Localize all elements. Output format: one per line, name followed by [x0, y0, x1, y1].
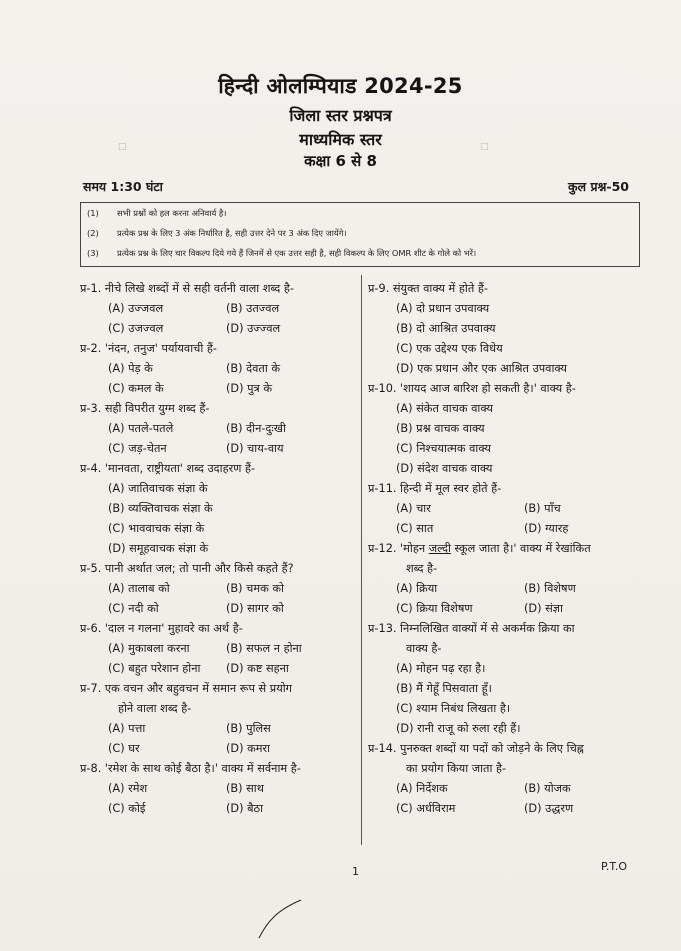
answer-option: (D) ग्यारह [524, 522, 569, 535]
question-block [80, 619, 358, 679]
answer-option: (D) सागर को [226, 602, 284, 615]
question-block [80, 559, 358, 619]
answer-option: (A) मोहन पढ़ रहा है। [396, 662, 486, 675]
answer-option: (D) कमरा [226, 742, 271, 755]
answer-option: (D) बैठा [226, 802, 264, 815]
answer-option: (D) संज्ञा [524, 602, 563, 615]
question-text: प्र-11. हिन्दी में मूल स्वर होते हैं- [368, 482, 502, 495]
answer-option: (C) बहुत परेशान होना [108, 662, 201, 675]
question-text: प्र-5. पानी अर्थात जल; तो पानी और किसे कहते हैं? [80, 562, 294, 575]
options-group [368, 779, 653, 819]
options-group [80, 779, 358, 819]
answer-option: (A) पतले-पतले [108, 422, 174, 435]
answer-option: (D) संदेश वाचक वाक्य [396, 462, 493, 475]
options-group [368, 659, 653, 739]
answer-option: (D) चाय-वाय [226, 442, 284, 455]
answer-option: (A) मुकाबला करना [108, 642, 190, 655]
questions-left-column [80, 279, 358, 819]
paper-level-district: जिला स्तर प्रश्नपत्र [289, 106, 392, 125]
page-number: 1 [352, 865, 359, 878]
answer-option: (A) उज्जवल [108, 302, 164, 315]
answer-option: (B) योजक [524, 782, 571, 795]
answer-option: (D) पुत्र के [226, 382, 273, 395]
options-group [80, 719, 358, 759]
answer-option: (B) दीन-दुःखी [226, 422, 286, 435]
answer-option: (B) उतज्वल [226, 302, 280, 315]
answer-option: (C) उजज्वल [108, 322, 164, 335]
pto-label: P.T.O [601, 860, 627, 873]
answer-option: (B) दो आश्रित उपवाक्य [396, 322, 496, 335]
answer-option: (A) पत्ता [108, 722, 146, 735]
answer-option: (A) चार [396, 502, 431, 515]
question-block [80, 679, 358, 759]
answer-option: (A) जातिवाचक संज्ञा के [108, 482, 208, 495]
total-questions: कुल प्रश्न-50 [568, 179, 629, 194]
answer-option: (B) साथ [226, 782, 264, 795]
answer-option: (B) मैं गेहूँ पिसवाता हूँ। [396, 682, 492, 695]
answer-option: (A) दो प्रधान उपवाक्य [396, 302, 490, 315]
answer-option: (A) रमेश [108, 782, 148, 795]
options-group [368, 579, 653, 619]
answer-option: (A) तालाब को [108, 582, 170, 595]
answer-option: (A) निर्देशक [396, 782, 448, 795]
options-group [80, 419, 358, 459]
answer-option: (B) देवता के [226, 362, 281, 375]
answer-option: (B) सफल न होना [226, 642, 302, 655]
answer-option: (D) उद्धरण [524, 802, 574, 815]
exam-duration: समय 1:30 घंटा [83, 179, 163, 194]
answer-option: (C) नदी को [108, 602, 159, 615]
answer-option: (D) रानी राजू को रुला रही हैं। [396, 722, 521, 735]
answer-option: (B) पाँच [524, 502, 561, 515]
question-text-continuation: शब्द है- [406, 562, 438, 575]
options-group [368, 399, 653, 479]
answer-option: (D) कष्ट सहना [226, 662, 289, 675]
question-text: प्र-8. 'रमेश के साथ कोई बैठा है।' वाक्य में सर्वनाम है- [80, 762, 301, 775]
question-text-part: स्कूल जाता है।' वाक्य में रेखांकित [450, 542, 591, 555]
options-group [80, 639, 358, 679]
column-divider [361, 275, 362, 845]
questions-right-column [368, 279, 653, 819]
options-group [368, 299, 653, 379]
pen-stroke-mark [255, 896, 315, 941]
bleed-through-text: □ [480, 142, 489, 152]
answer-option: (C) कमल के [108, 382, 164, 395]
question-text-continuation: का प्रयोग किया जाता है- [406, 762, 507, 775]
instruction-text: प्रत्येक प्रश्न के लिए चार विकल्प दिये गये हैं जिनमें से एक उत्तर सही है, सही विकल्प के लिए OMR शीट के गोले को भरें। [117, 248, 477, 258]
question-text: प्र-4. 'मानवता, राष्ट्रीयता' शब्द उदाहरण हैं- [80, 462, 256, 475]
answer-option: (A) क्रिया [396, 582, 438, 595]
paper-class-range: कक्षा 6 से 8 [304, 152, 377, 170]
answer-option: (C) निश्चयात्मक वाक्य [396, 442, 491, 455]
options-group [80, 479, 358, 559]
answer-option: (B) व्यक्तिवाचक संज्ञा के [108, 502, 213, 515]
question-text: प्र-13. निम्नलिखित वाक्यों में से अकर्मक क्रिया का [368, 622, 575, 635]
instruction-text: प्रत्येक प्रश्न के लिए 3 अंक निर्धारित है, सही उत्तर देने पर 3 अंक दिए जायेंगे। [117, 228, 347, 238]
instruction-row [81, 203, 639, 223]
question-block [368, 539, 653, 619]
options-group [80, 299, 358, 339]
answer-option: (D) समूहवाचक संज्ञा के [108, 542, 209, 555]
instruction-number: (3) [87, 248, 99, 258]
answer-option: (C) श्याम निबंध लिखता है। [396, 702, 511, 715]
question-block [368, 739, 653, 819]
question-block [368, 379, 653, 479]
instructions-box [80, 202, 640, 267]
answer-option: (C) कोई [108, 802, 146, 815]
question-text-part: प्र-12. 'मोहन [368, 542, 429, 555]
question-text: प्र-7. एक वचन और बहुवचन में समान रूप से प्रयोग [80, 682, 293, 695]
answer-option: (C) क्रिया विशेषण [396, 602, 473, 615]
answer-option: (A) पेड़ के [108, 362, 153, 375]
question-block [368, 479, 653, 539]
answer-option: (A) संकेत वाचक वाक्य [396, 402, 493, 415]
answer-option: (B) पुलिस [226, 722, 271, 735]
instruction-text: सभी प्रश्नों को हल करना अनिवार्य है। [117, 208, 227, 218]
answer-option: (C) सात [396, 522, 434, 535]
question-block [80, 279, 358, 339]
question-text: प्र-2. 'नंदन, तनुज' पर्यायवाची हैं- [80, 342, 217, 355]
answer-option: (B) चमक को [226, 582, 284, 595]
answer-option: (B) प्रश्न वाचक वाक्य [396, 422, 485, 435]
answer-option: (C) भाववाचक संज्ञा के [108, 522, 205, 535]
paper-level-secondary: माध्यमिक स्तर [299, 130, 382, 149]
question-text: प्र-3. सही विपरीत युग्म शब्द हैं- [80, 402, 210, 415]
question-text: प्र-10. 'शायद आज बारिश हो सकती है।' वाक्य है- [368, 382, 576, 395]
question-text: प्र-1. नीचे लिखे शब्दों में से सही वर्तनी वाला शब्द है- [80, 282, 294, 295]
options-group [80, 579, 358, 619]
paper-title: हिन्दी ओलम्पियाड 2024-25 [218, 74, 463, 98]
question-block [368, 619, 653, 739]
answer-option: (D) उज्ज्वल [226, 322, 281, 335]
question-block [80, 399, 358, 459]
question-block [368, 279, 653, 379]
answer-option: (B) विशेषण [524, 582, 576, 595]
options-group [368, 499, 653, 539]
answer-option: (C) जड़-चेतन [108, 442, 167, 455]
underlined-word: जल्दी [428, 542, 451, 555]
question-block [80, 339, 358, 399]
options-group [80, 359, 358, 399]
bleed-through-text: □ [118, 142, 127, 152]
instruction-row [81, 243, 639, 263]
answer-option: (C) एक उद्देश्य एक विधेय [396, 342, 503, 355]
question-text-continuation: होने वाला शब्द है- [118, 702, 192, 715]
question-text-continuation: वाक्य है- [406, 642, 442, 655]
question-text [368, 539, 653, 559]
answer-option: (D) एक प्रधान और एक आश्रित उपवाक्य [396, 362, 567, 375]
instruction-number: (2) [87, 228, 99, 238]
instruction-row [81, 223, 639, 243]
instruction-number: (1) [87, 208, 99, 218]
question-text: प्र-6. 'दाल न गलना' मुहावरे का अर्थ है- [80, 622, 243, 635]
question-text: प्र-14. पुनरुक्त शब्दों या पदों को जोड़ने के लिए चिह्न [368, 742, 584, 755]
question-block [80, 459, 358, 559]
answer-option: (C) घर [108, 742, 140, 755]
answer-option: (C) अर्धविराम [396, 802, 456, 815]
question-block [80, 759, 358, 819]
question-text: प्र-9. संयुक्त वाक्य में होते हैं- [368, 282, 488, 295]
